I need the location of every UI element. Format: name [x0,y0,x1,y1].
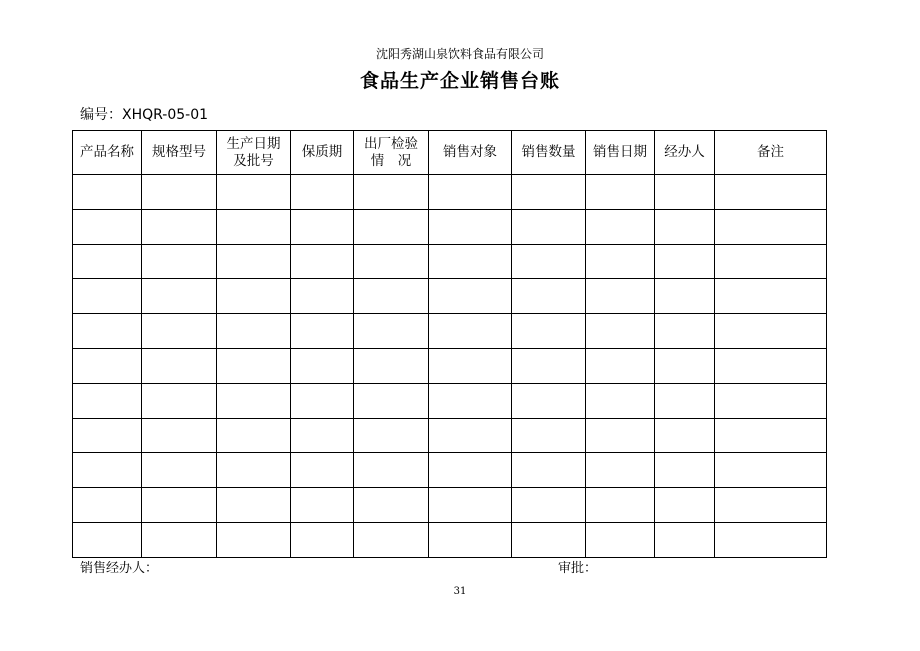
column-header-label: 出厂检验 [364,135,418,152]
table-cell[interactable] [354,348,429,383]
table-cell[interactable] [655,522,715,557]
column-header-label: 情 况 [370,152,412,169]
table-cell[interactable] [73,348,142,383]
table-cell[interactable] [655,175,715,210]
column-header [291,131,354,175]
table-cell[interactable] [586,348,655,383]
table-cell[interactable] [73,314,142,349]
table-cell[interactable] [586,314,655,349]
table-cell[interactable] [429,348,512,383]
table-cell[interactable] [512,314,586,349]
table-cell[interactable] [354,418,429,453]
table-cell[interactable] [217,279,291,314]
table-cell[interactable] [291,418,354,453]
table-cell[interactable] [73,488,142,523]
table-cell[interactable] [512,279,586,314]
table-cell[interactable] [655,279,715,314]
table-row [73,209,827,244]
table-cell[interactable] [586,209,655,244]
column-header-label: 销售数量 [521,144,576,160]
table-cell[interactable] [142,279,217,314]
table-cell[interactable] [217,453,291,488]
table-header-row [73,131,827,175]
table-cell[interactable] [73,418,142,453]
table-cell[interactable] [291,209,354,244]
table-cell[interactable] [354,522,429,557]
table-cell[interactable] [586,488,655,523]
sales-ledger-table [72,130,827,558]
table-cell[interactable] [73,383,142,418]
column-header [512,131,586,175]
column-header-label: 产品名称 [80,144,134,160]
table-cell[interactable] [715,244,827,279]
table-cell[interactable] [354,279,429,314]
table-cell[interactable] [217,348,291,383]
table-cell[interactable] [73,175,142,210]
table-cell[interactable] [217,314,291,349]
table-row [73,314,827,349]
table-cell[interactable] [429,418,512,453]
table-cell[interactable] [715,383,827,418]
company-name: 沈阳秀湖山泉饮料食品有限公司 [375,47,544,61]
table-cell[interactable] [429,383,512,418]
table-cell[interactable] [715,453,827,488]
table-cell[interactable] [655,348,715,383]
table-cell[interactable] [142,175,217,210]
table-cell[interactable] [429,209,512,244]
table-cell[interactable] [142,314,217,349]
column-header [73,131,142,175]
table-cell[interactable] [429,488,512,523]
table-cell[interactable] [512,383,586,418]
table-cell[interactable] [586,383,655,418]
table-cell[interactable] [655,453,715,488]
table-cell[interactable] [354,488,429,523]
table-cell[interactable] [655,418,715,453]
table-cell[interactable] [586,522,655,557]
table-cell[interactable] [429,314,512,349]
table-cell[interactable] [586,244,655,279]
table-cell[interactable] [715,418,827,453]
table-cell[interactable] [655,488,715,523]
table-cell[interactable] [291,279,354,314]
table-cell[interactable] [354,453,429,488]
table-cell[interactable] [291,314,354,349]
table-cell[interactable] [73,522,142,557]
table-cell[interactable] [354,383,429,418]
table-cell[interactable] [142,522,217,557]
document-title: 食品生产企业销售台账 [359,70,560,92]
table-cell[interactable] [512,348,586,383]
table-cell[interactable] [655,244,715,279]
table-cell[interactable] [291,383,354,418]
table-row [73,418,827,453]
table-row [73,244,827,279]
column-header-label: 销售日期 [593,144,647,160]
table-cell[interactable] [142,453,217,488]
column-header [217,131,291,175]
table-cell[interactable] [715,314,827,349]
column-header-label: 保质期 [301,144,343,160]
table-cell[interactable] [512,244,586,279]
table-row [73,522,827,557]
table-cell[interactable] [142,488,217,523]
table-cell[interactable] [715,209,827,244]
table-cell[interactable] [655,209,715,244]
table-cell[interactable] [586,453,655,488]
table-cell[interactable] [586,279,655,314]
table-cell[interactable] [291,348,354,383]
table-cell[interactable] [715,488,827,523]
column-header-label: 销售对象 [443,144,497,160]
table-cell[interactable] [291,244,354,279]
table-cell[interactable] [715,175,827,210]
table-cell[interactable] [512,522,586,557]
table-cell[interactable] [429,279,512,314]
table-cell[interactable] [715,348,827,383]
table-cell[interactable] [291,175,354,210]
table-row [73,383,827,418]
table-cell[interactable] [291,522,354,557]
column-header-label: 生产日期 [226,135,281,152]
table-row [73,279,827,314]
table-cell[interactable] [429,522,512,557]
table-cell[interactable] [73,244,142,279]
table-cell[interactable] [429,453,512,488]
table-cell[interactable] [354,314,429,349]
table-cell[interactable] [512,209,586,244]
column-header-label: 及批号 [233,152,274,169]
column-header-label: 经办人 [664,144,705,160]
table-cell[interactable] [73,453,142,488]
column-header-label: 备注 [757,144,784,160]
table-cell[interactable] [291,453,354,488]
column-header [429,131,512,175]
table-cell[interactable] [217,488,291,523]
column-header-label: 规格型号 [152,144,206,160]
table-cell[interactable] [291,488,354,523]
column-header [586,131,655,175]
table-cell[interactable] [217,418,291,453]
table-cell[interactable] [429,175,512,210]
table-row [73,348,827,383]
table-cell[interactable] [512,453,586,488]
table-cell[interactable] [586,175,655,210]
table-cell[interactable] [354,209,429,244]
table-row [73,175,827,210]
document-code: 编号：XHQR-05-01 [80,107,209,123]
table-cell[interactable] [142,418,217,453]
table-cell[interactable] [73,279,142,314]
table-cell[interactable] [217,175,291,210]
table-cell[interactable] [354,175,429,210]
sales-agent-label: 销售经办人： [80,561,159,576]
table-cell[interactable] [217,383,291,418]
column-header [354,131,429,175]
table-cell[interactable] [217,244,291,279]
table-cell[interactable] [142,383,217,418]
table-cell[interactable] [655,314,715,349]
table-cell[interactable] [217,209,291,244]
column-header [655,131,715,175]
table-cell[interactable] [217,522,291,557]
table-cell[interactable] [655,383,715,418]
table-cell[interactable] [715,522,827,557]
table-cell[interactable] [73,209,142,244]
column-header [715,131,827,175]
table-row [73,488,827,523]
table-row [73,453,827,488]
table-cell[interactable] [586,418,655,453]
page-number: 31 [453,586,467,597]
table-cell[interactable] [512,418,586,453]
column-header [142,131,217,175]
table-cell[interactable] [354,244,429,279]
table-cell[interactable] [142,209,217,244]
table-cell[interactable] [429,244,512,279]
table-cell[interactable] [512,175,586,210]
approval-label: 审批： [558,561,598,576]
table-cell[interactable] [142,348,217,383]
table-cell[interactable] [142,244,217,279]
table-cell[interactable] [715,279,827,314]
table-cell[interactable] [512,488,586,523]
